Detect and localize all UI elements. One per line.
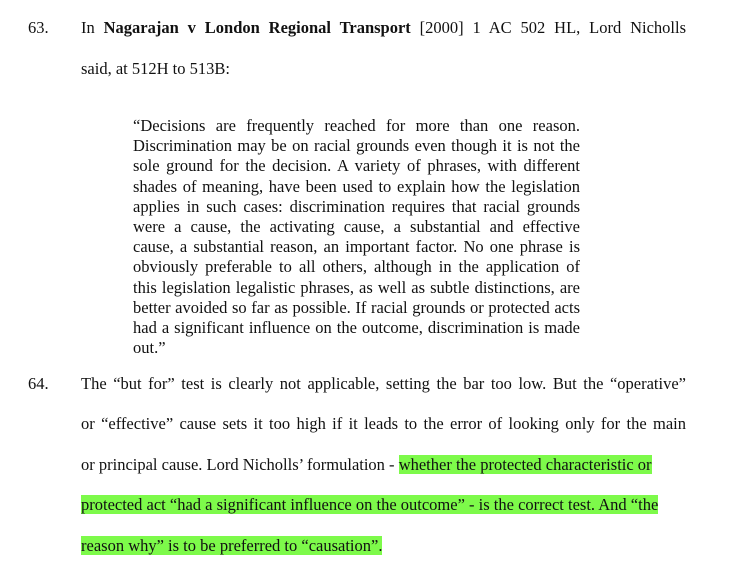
paragraph-64-line-2: or “effective” cause sets it too high if it leads to the error of looking only for the main bbox=[81, 414, 686, 433]
case-name: Nagarajan v London Regional Transport bbox=[103, 18, 411, 37]
highlighted-text-1: whether the protected characteristic or bbox=[398, 455, 652, 474]
paragraph-63-intro: In bbox=[81, 18, 104, 37]
paragraph-64-line-4 bbox=[81, 495, 658, 515]
paragraph-63-line-1 bbox=[81, 18, 686, 38]
paragraph-64-line-3-plain: or principal cause. Lord Nicholls’ formulation - bbox=[81, 455, 399, 474]
paragraph-number-64: 64. bbox=[28, 374, 49, 393]
highlighted-text-2: protected act “had a significant influence on the outcome” - is the correct test. And “the bbox=[81, 495, 659, 514]
quotation-block: “Decisions are frequently reached for more than one reason. Discrimination may be on racial grounds even though it is not the sole ground for the decision. A variety of phrases, with different shades of meaning, have been used to explain how the legislation applies in such cases: discrimination requires that racial grounds were a cause, the activating cause, a substantial and effective cause, a substantial reason, an important factor. No one phrase is obviously preferable to all others, although in the application of this legislation legalistic phrases, as well as subtle distinctions, are better avoided so far as possible. If racial grounds or protected acts had a significant influence on the outcome, discrimination is made out.” bbox=[133, 116, 580, 358]
paragraph-63-citation: [2000] 1 AC 502 HL, Lord Nicholls bbox=[410, 18, 687, 37]
paragraph-number-63: 63. bbox=[28, 18, 49, 37]
paragraph-64-line-1: The “but for” test is clearly not applicable, setting the bar too low. But the “operative” bbox=[81, 374, 686, 393]
paragraph-63-line-2: said, at 512H to 513B: bbox=[81, 59, 230, 78]
paragraph-64-line-3 bbox=[81, 455, 652, 475]
paragraph-64-line-5 bbox=[81, 536, 382, 556]
highlighted-text-3: reason why” is to be preferred to “causation”. bbox=[81, 536, 383, 555]
